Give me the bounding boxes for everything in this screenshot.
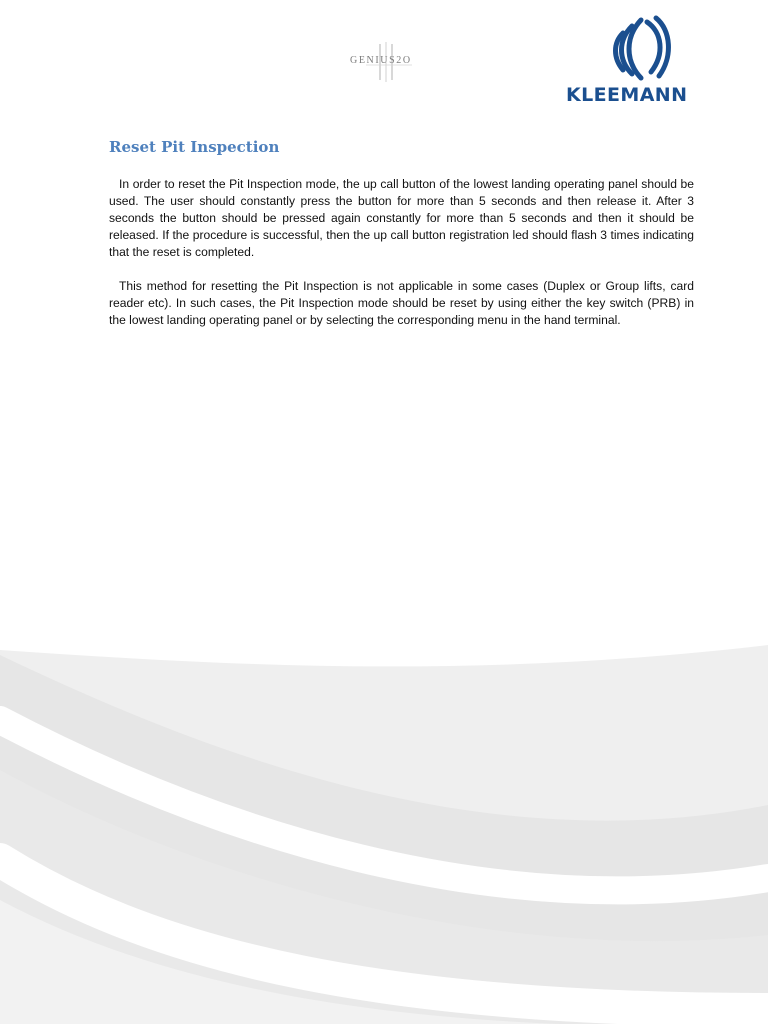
page-title: Reset Pit Inspection xyxy=(109,138,280,156)
kleemann-logo-icon xyxy=(605,14,671,82)
genius-brand-label: GENIUS2O xyxy=(350,55,412,66)
header-brand xyxy=(330,42,440,82)
paragraph-2: This method for resetting the Pit Inspection is not applicable in some cases (Duplex or Group lifts, card reader etc). In such cases, the Pit Inspection mode should be reset by using either the key switch (PRB) in the lowest landing operating panel or by selecting the corresponding menu in the hand terminal. xyxy=(109,279,694,327)
document-content xyxy=(109,137,694,329)
company-logo xyxy=(562,14,716,108)
logo-wordmark: KLEEMANN xyxy=(566,84,688,106)
paragraph-1: In order to reset the Pit Inspection mode, the up call button of the lowest landing operating panel should be used. The user should constantly press the button for more than 5 seconds and then release it. After 3 seconds the button should be pressed again constantly for more than 5 seconds and then it should be released. If the procedure is successful, then the up call button registration led should flash 3 times indicating that the reset is completed. xyxy=(109,177,694,259)
